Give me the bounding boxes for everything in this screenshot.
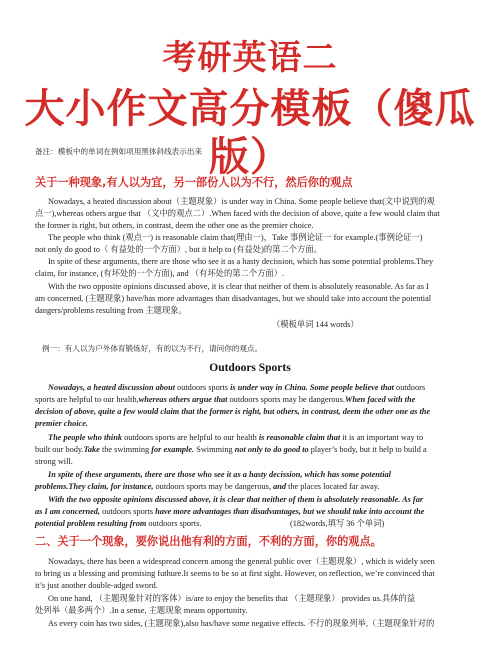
essay-word-count: (182words,填写 36 个单词) — [290, 519, 385, 528]
section1-line: With the two opposite opinions discussed above, it is clear that neither of them is absolutely reasonable. As far as I — [48, 282, 429, 291]
section1-line: dangers/problems resulting from 主题现象。 — [35, 306, 187, 315]
section1-line: claim, for instance, (有坏处的一个方面), and （有坏处的第二个方面）. — [35, 269, 285, 278]
essay-line: problems.They claim, for instance, outdoors sports may be dangerous, and the places located far away. — [35, 482, 380, 491]
document-title-line2: 大小作文高分模板（傻瓜版） — [24, 86, 476, 180]
section2-line: 处列举（最多两个）.In a sense, 主题现象 means opportunity. — [35, 606, 248, 615]
section2-line: to bring us a blessing and promising futhure.It seems to be so at first sight. However, on reflection, we’re convinced that — [35, 569, 435, 578]
section1-word-count: （模板单词 144 words） — [272, 320, 359, 329]
essay-line: potential problem resulting from outdoors sports. — [35, 519, 202, 528]
essay-line: In spite of these arguments, there are those who see it as a hasty decission, which has some potential — [48, 470, 391, 479]
example-prompt: 例一：有人以为户外体育锻炼好，有的以为不行，请问你的观点。 — [42, 344, 263, 353]
section1-line: not only do good to（ 有益处的一个方面）, but it help to (有益处)的第二个方面。 — [35, 245, 322, 254]
section1-line: In spite of these arguments, there are those who see it as a hasty decission, which has some potential problems.They — [48, 257, 434, 266]
essay-line: With the two opposite opinions discussed above, it is clear that neither of them is absolutely reasonable. As far — [48, 495, 424, 504]
essay-line: strong will. — [35, 457, 73, 466]
section2-line: As every coin has two sides, (主题现象),also has/have some negative effects. 不行的现象列举,（主题现象针对的 — [48, 619, 435, 628]
essay-line: premier choice. — [35, 419, 88, 428]
section1-heading: 关于一种现象,有人以为宜，另一部份人以为不行，然后你的观点 — [35, 176, 353, 189]
section1-line: the former is right, but others, in contrast, deem the other one as the premier choice. — [35, 221, 314, 230]
section2-line: Nowadays, there has been a widespread concern among the general public over（主题现象）, which is widely seen — [48, 557, 435, 566]
document-title-line1: 考研英语二 — [162, 38, 338, 78]
note-text: 备注：模板中的单词在例如项用黑体斜线表示出来 — [35, 147, 203, 156]
essay-line: as I am concerned, outdoors sports have more advantages than disadvantages, but we should take into account the — [35, 507, 425, 516]
essay-line: decision of above, quite a few would claim that the former is right, but others, in contrast, deem the other one as the — [35, 407, 431, 416]
essay-line: The people who think outdoors sports are helpful to our health is reasonable claim that it is an important way to — [48, 433, 424, 442]
essay-line: Nowadays, a heated discussion about outdoors sports is under way in China. Some people believe that outdoors — [48, 383, 426, 392]
essay-title: Outdoors Sports — [209, 362, 291, 374]
section1-line: am concerned, (主题现象) have/has more advantages than disadvantages, but we should take into account the potential — [35, 294, 432, 303]
section1-line: Nowadays, a heated discussion about（主题现象）is under way in China. Some people believe that(文中说到的观 — [48, 197, 435, 206]
essay-line: sports are helpful to our health,whereas others argue that outdoors sports may be dangerous.When faced with the — [35, 395, 416, 404]
section2-line: On one hand, （主题现象针对的客体）is/are to enjoy the benefits that （主题现象） provides us.具体的益 — [48, 594, 416, 603]
section1-line: 点一),whereas others argue that （文中的观点二）.When faced with the decision of above, quite a few would claim that — [35, 209, 440, 218]
section2-heading: 二、关于一个现象，要你说出他有利的方面，不利的方面，你的观点。 — [35, 535, 382, 548]
section2-line: it’s just another double-adged sword. — [35, 581, 158, 590]
section1-line: The people who think (观点一) is reasonable claim that(理由一)，Take 事例论证一 for example.(事例论证一) — [48, 233, 423, 242]
essay-line: built our body.Take the swimming for example. Swimming not only to do good to player’s body, but it help to build a — [35, 445, 427, 454]
